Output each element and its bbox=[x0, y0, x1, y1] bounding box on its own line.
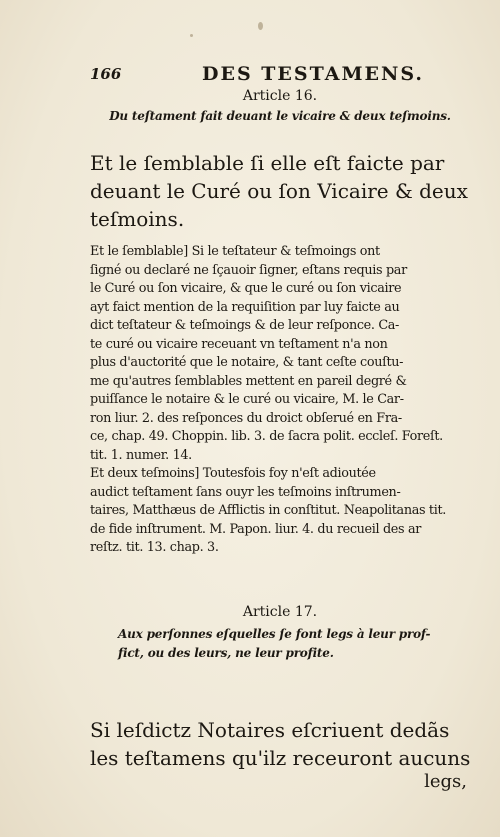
body-line: me qu'autres ſemblables mettent en pareil degré & bbox=[90, 373, 407, 389]
heading-line: Si leſdictz Notaires eſcriuent dedãs bbox=[90, 718, 450, 742]
body-line: ayt faict mention de la requiſition par luy faicte au bbox=[90, 299, 400, 315]
body-line: plus d'auctorité que le notaire, & tant ceſte couſtu- bbox=[90, 355, 404, 370]
body-line: ce, chap. 49. Choppin. lib. 3. de ſacra polit. eccleſ. Foreſt. bbox=[90, 429, 443, 444]
summary-line: Aux perſonnes eſquelles ſe font legs à leur prof- bbox=[118, 627, 431, 641]
article-17-summary bbox=[118, 625, 458, 663]
body-line: audict teſtament ſans ouyr les teſmoins inſtrumen- bbox=[90, 484, 401, 500]
body-line: ron liur. 2. des reſponces du droict obſerué en Fra- bbox=[90, 410, 402, 426]
body-line: de fide inſtrument. M. Papon. liur. 4. du recueil des ar bbox=[90, 521, 421, 537]
catchword: legs, bbox=[424, 771, 467, 792]
body-line: le Curé ou ſon vicaire, & que le curé ou ſon vicaire bbox=[90, 281, 402, 296]
running-head: DES TESTAMENS. bbox=[202, 63, 425, 85]
ink-spot bbox=[190, 34, 193, 37]
article-16-body bbox=[90, 243, 470, 558]
heading-line: les teſtamens qu'ilz receuront aucuns bbox=[90, 746, 471, 770]
article-17-heading bbox=[90, 716, 470, 772]
summary-line: fict, ou des leurs, ne leur profite. bbox=[118, 646, 334, 660]
article-16-label: Article 16. bbox=[242, 88, 318, 104]
article-16-heading bbox=[90, 149, 470, 233]
article-16-summary: Du teſtament fait deuant le vicaire & deux teſmoins. bbox=[109, 109, 451, 123]
article-17-label: Article 17. bbox=[242, 604, 318, 620]
page-number: 166 bbox=[90, 65, 122, 83]
heading-line: teſmoins. bbox=[90, 207, 185, 231]
ink-spot bbox=[258, 22, 263, 30]
body-line: ſigné ou declaré ne ſçauoir ſigner, eſtans requis par bbox=[90, 262, 407, 278]
heading-line: Et le ſemblable ſi elle eſt faicte par bbox=[90, 151, 445, 175]
body-line: te curé ou vicaire receuant vn teſtament n'a non bbox=[90, 336, 388, 352]
heading-line: deuant le Curé ou ſon Vicaire & deux bbox=[90, 179, 468, 203]
body-line: Et le ſemblable] Si le teſtateur & teſmoings ont bbox=[90, 244, 380, 259]
body-line: dict teſtateur & teſmoings & de leur reſponce. Ca- bbox=[90, 318, 400, 333]
body-line: Et deux teſmoins] Toutesfois foy n'eſt adioutée bbox=[90, 466, 376, 481]
body-line: reſtz. tit. 13. chap. 3. bbox=[90, 540, 219, 555]
body-line: taires, Matthæus de Afflictis in conſtitut. Neapolitanas tit. bbox=[90, 503, 446, 518]
body-line: tit. 1. numer. 14. bbox=[90, 447, 192, 463]
body-line: puiſſance le notaire & le curé ou vicaire, M. le Car- bbox=[90, 392, 404, 407]
page-header bbox=[90, 63, 470, 89]
